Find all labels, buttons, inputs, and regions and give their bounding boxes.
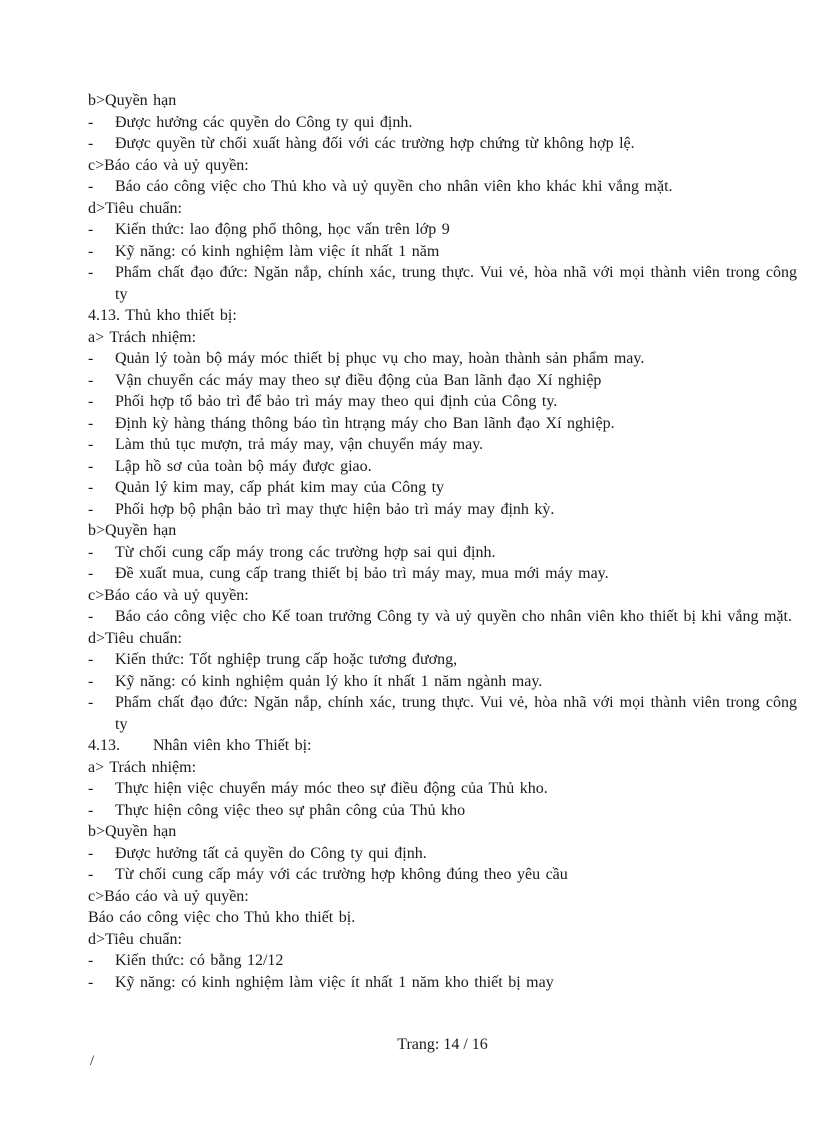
bullet-line: [88, 778, 797, 800]
bullet-dash: -: [88, 608, 94, 625]
bullet-dash: -: [88, 866, 94, 883]
bullet-text: Thực hiện việc chuyển máy móc theo sự điều động của Thủ kho.: [115, 780, 548, 797]
bullet-line: [88, 692, 803, 735]
bullet-text: Thực hiện công việc theo sự phân công của Thủ kho: [115, 801, 466, 819]
bullet-text: Vận chuyển các máy may theo sự điều động của Ban lãnh đạo Xí nghiệp: [115, 371, 602, 389]
section-heading: 4.13. Nhân viên kho Thiết bị:: [88, 737, 312, 754]
bullet-text: Định kỳ hàng tháng thông báo tìn htrạng máy cho Ban lãnh đạo Xí nghiệp.: [115, 414, 615, 432]
bullet-text: Kiến thức: có bằng 12/12: [115, 952, 284, 969]
bullet-text: Kiến thức: lao động phổ thông, học vấn trên lớp 9: [115, 221, 450, 238]
bullet-line: [88, 241, 797, 263]
bullet-dash: -: [88, 264, 94, 281]
bullet-text: Kiến thức: Tốt nghiệp trung cấp hoặc tương đương,: [115, 651, 458, 668]
bullet-line: [88, 864, 797, 886]
bullet-line: [88, 391, 797, 413]
bullet-line: [88, 348, 797, 370]
bullet-dash: -: [88, 801, 94, 819]
bullet-text: Được quyền từ chối xuất hàng đối với các trường hợp chứng từ không hợp lệ.: [115, 135, 635, 152]
bullet-text: Phối hợp bộ phận bảo trì may thực hiện bảo trì máy may định kỳ.: [115, 500, 555, 518]
text-line: a> Trách nhiệm:: [88, 328, 197, 346]
bullet-line: [88, 950, 797, 972]
text-line: c>Báo cáo và uỷ quyền:: [88, 586, 249, 604]
bullet-line: [88, 262, 803, 305]
document-lines: [88, 90, 803, 993]
bullet-text: Làm thủ tục mượn, trả máy may, vận chuyển máy may.: [115, 436, 484, 453]
bullet-dash: -: [88, 500, 94, 518]
text-line: d>Tiêu chuẩn:: [88, 629, 182, 647]
text-line: Báo cáo công việc cho Thủ kho thiết bị.: [88, 909, 356, 926]
bullet-dash: -: [88, 780, 94, 797]
bullet-dash: -: [88, 651, 94, 668]
bullet-line: [88, 843, 797, 865]
text-line: c>Báo cáo và uỷ quyền:: [88, 156, 249, 174]
section-heading: 4.13. Thủ kho thiết bị:: [88, 307, 237, 324]
bullet-line: [88, 133, 797, 155]
bullet-line: [88, 649, 797, 671]
corner-slash-mark: /: [90, 1053, 95, 1069]
bullet-dash: -: [88, 350, 94, 367]
bullet-text: Lập hồ sơ của toàn bộ máy được giao.: [115, 457, 372, 475]
text-line: b>Quyền hạn: [88, 522, 177, 539]
bullet-text: Quản lý toàn bộ máy móc thiết bị phục vụ cho may, hoàn thành sản phẩm may.: [115, 350, 645, 367]
bullet-dash: -: [88, 414, 94, 432]
bullet-dash: -: [88, 479, 94, 496]
bullet-text: Được hưởng các quyền do Công ty qui định.: [115, 113, 413, 131]
text-line: a> Trách nhiệm:: [88, 758, 197, 776]
bullet-dash: -: [88, 178, 94, 195]
bullet-line: [88, 413, 797, 435]
bullet-dash: -: [88, 436, 94, 453]
bullet-dash: -: [88, 371, 94, 389]
bullet-text: Báo cáo công việc cho Thủ kho và uỷ quyền cho nhân viên kho khác khi vắng mặt.: [115, 178, 673, 195]
bullet-line: [88, 499, 797, 521]
bullet-text: Phẩm chất đạo đức: Ngăn nắp, chính xác, trung thực. Vui vẻ, hòa nhã với mọi thành viên trong công ty: [115, 264, 803, 303]
text-line: c>Báo cáo và uỷ quyền:: [88, 887, 249, 905]
bullet-text: Phối hợp tổ bảo trì để bảo trì máy may theo qui định của Công ty.: [115, 393, 558, 410]
bullet-line: [88, 800, 797, 822]
bullet-text: Phẩm chất đạo đức: Ngăn nắp, chính xác, trung thực. Vui vẻ, hòa nhã với mọi thành viên trong công ty: [115, 694, 803, 733]
bullet-line: [88, 112, 797, 134]
text-line: d>Tiêu chuẩn:: [88, 199, 182, 217]
bullet-text: Báo cáo công việc cho Kế toan trưởng Công ty và uỷ quyền cho nhân viên kho thiết bị khi vắng mặt.: [115, 608, 792, 625]
bullet-dash: -: [88, 973, 94, 991]
bullet-line: [88, 219, 797, 241]
bullet-dash: -: [88, 393, 94, 410]
bullet-line: [88, 563, 797, 585]
bullet-line: [88, 606, 797, 628]
bullet-dash: -: [88, 565, 94, 582]
bullet-dash: -: [88, 844, 94, 862]
bullet-dash: -: [88, 113, 94, 131]
bullet-text: Kỹ năng: có kinh nghiệm làm việc ít nhất 1 năm kho thiết bị may: [115, 973, 554, 991]
bullet-dash: -: [88, 952, 94, 969]
bullet-line: [88, 477, 797, 499]
bullet-line: [88, 176, 797, 198]
bullet-text: Từ chối cung cấp máy trong các trường hợp sai qui định.: [115, 543, 496, 561]
bullet-line: [88, 456, 797, 478]
bullet-text: Đề xuất mua, cung cấp trang thiết bị bảo trì máy may, mua mới máy may.: [115, 565, 609, 582]
text-line: b>Quyền hạn: [88, 823, 177, 840]
bullet-text: Quản lý kim may, cấp phát kim may của Công ty: [115, 479, 445, 496]
text-line: b>Quyền hạn: [88, 92, 177, 109]
bullet-dash: -: [88, 457, 94, 475]
bullet-text: Được hưởng tất cả quyền do Công ty qui định.: [115, 844, 427, 862]
bullet-text: Từ chối cung cấp máy với các trường hợp không đúng theo yêu cầu: [115, 866, 568, 883]
bullet-line: [88, 671, 797, 693]
bullet-text: Kỹ năng: có kinh nghiệm quản lý kho ít nhất 1 năm ngành may.: [115, 672, 543, 690]
bullet-dash: -: [88, 694, 94, 711]
bullet-dash: -: [88, 242, 94, 260]
text-line: d>Tiêu chuẩn:: [88, 930, 182, 948]
bullet-dash: -: [88, 543, 94, 561]
bullet-dash: -: [88, 221, 94, 238]
page-number: Trang: 14 / 16: [397, 1036, 488, 1053]
bullet-dash: -: [88, 135, 94, 152]
bullet-line: [88, 370, 797, 392]
bullet-line: [88, 542, 797, 564]
bullet-dash: -: [88, 672, 94, 690]
bullet-text: Kỹ năng: có kinh nghiệm làm việc ít nhất 1 năm: [115, 242, 440, 260]
bullet-line: [88, 434, 797, 456]
bullet-line: [88, 972, 797, 994]
